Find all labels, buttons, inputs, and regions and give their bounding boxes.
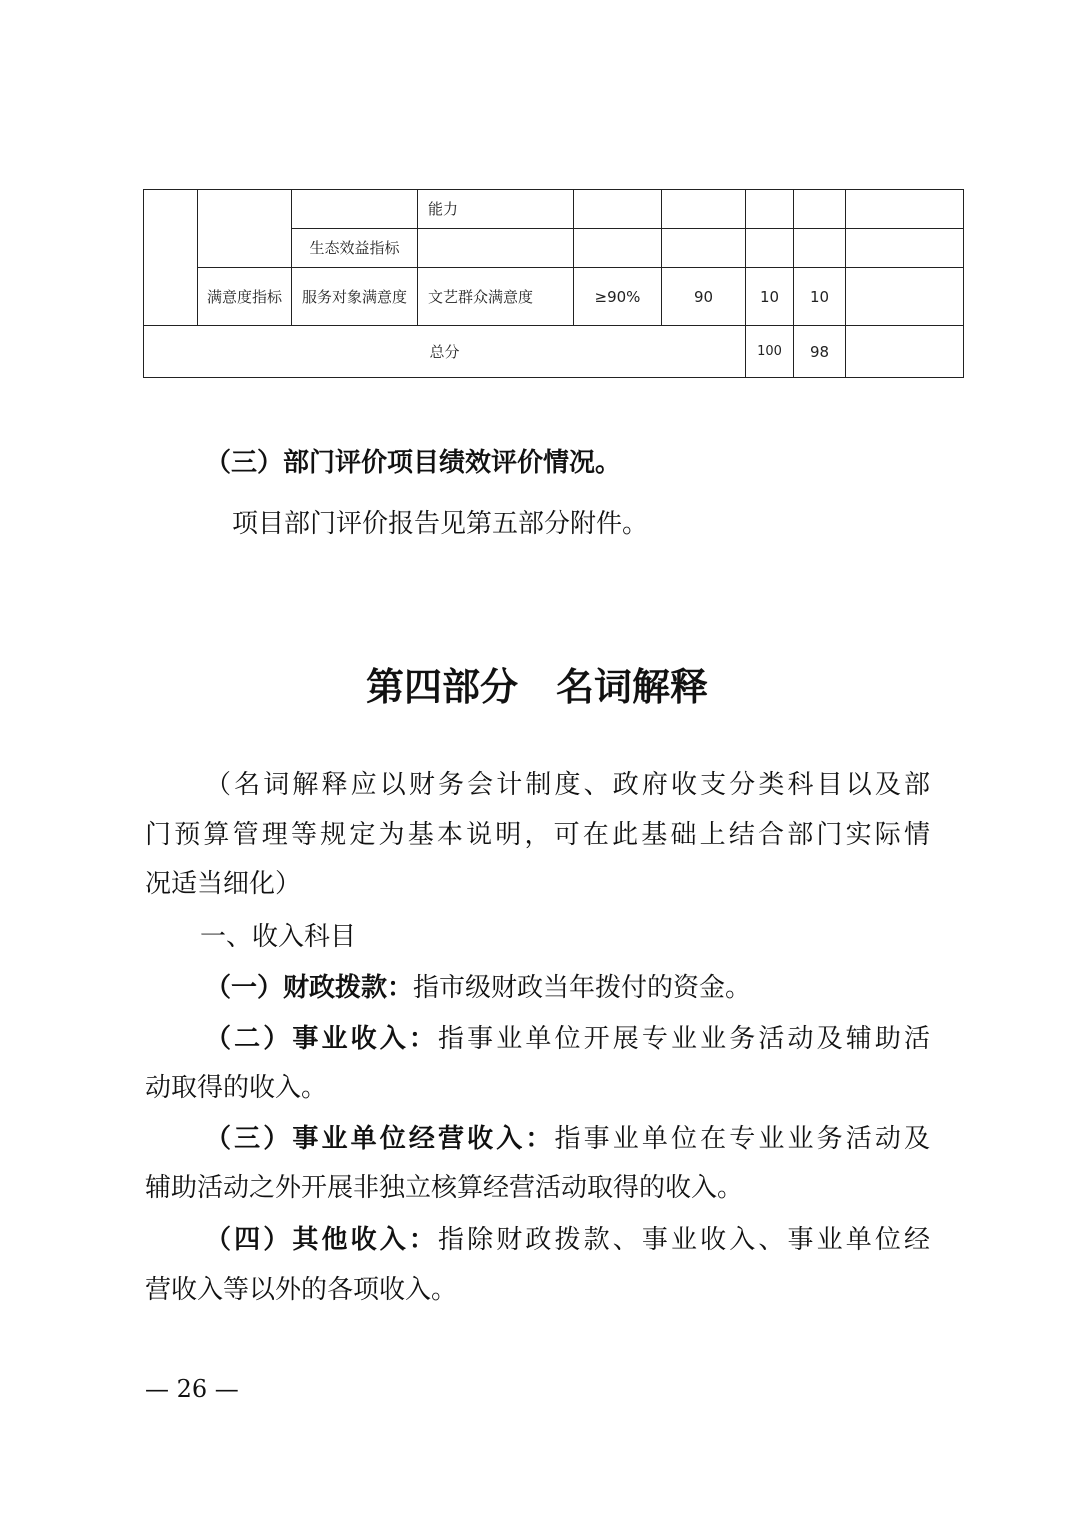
total-score: 98 bbox=[794, 326, 846, 378]
total-label: 总分 bbox=[144, 326, 746, 378]
term: （二）事业收入： bbox=[205, 1024, 438, 1054]
table-row bbox=[144, 268, 964, 326]
term: （三）事业单位经营收入： bbox=[205, 1124, 555, 1154]
note-line: （名词解释应以财务会计制度、政府收支分类科目以及部 bbox=[205, 770, 930, 800]
definition-text: 辅助活动之外开展非独立核算经营活动取得的收入。 bbox=[145, 1173, 744, 1203]
table-cell: 能力 bbox=[418, 190, 574, 229]
definition-item bbox=[205, 1220, 930, 1260]
subheading: 一、收入科目 bbox=[200, 922, 357, 952]
total-weight: 100 bbox=[746, 326, 794, 378]
definition-text: 动取得的收入。 bbox=[145, 1073, 328, 1103]
table-cell: 10 bbox=[794, 268, 846, 326]
part-title: 第四部分 名词解释 bbox=[365, 664, 708, 709]
table-cell: 服务对象满意度 bbox=[292, 268, 418, 326]
performance-table bbox=[143, 189, 964, 378]
table-total-row bbox=[144, 326, 964, 378]
definition-item bbox=[205, 1019, 930, 1059]
page-number: — 26 — bbox=[145, 1375, 239, 1403]
definition-text: 指事业单位开展专业业务活动及辅助活 bbox=[438, 1024, 930, 1054]
term: （四）其他收入： bbox=[205, 1225, 438, 1255]
note-line: 况适当细化） bbox=[145, 869, 302, 899]
definition-text: 指市级财政当年拨付的资金。 bbox=[413, 973, 752, 1003]
paragraph: 项目部门评价报告见第五部分附件。 bbox=[232, 509, 649, 539]
table-cell: 10 bbox=[746, 268, 794, 326]
definition-item bbox=[205, 1119, 930, 1159]
definition-text: 营收入等以外的各项收入。 bbox=[145, 1275, 458, 1305]
term: （一）财政拨款： bbox=[205, 973, 414, 1003]
definition-text: 指除财政拨款、事业收入、事业单位经 bbox=[438, 1225, 930, 1255]
table-cell: 90 bbox=[662, 268, 746, 326]
table-cell: ≥90% bbox=[574, 268, 662, 326]
note-line: 门预算管理等规定为基本说明，可在此基础上结合部门实际情 bbox=[145, 820, 930, 850]
table-cell: 文艺群众满意度 bbox=[418, 268, 574, 326]
definition-item bbox=[205, 968, 795, 1008]
table-cell: 满意度指标 bbox=[198, 268, 292, 326]
definition-text: 指事业单位在专业业务活动及 bbox=[554, 1124, 930, 1154]
table-row bbox=[144, 190, 964, 229]
table-cell: 生态效益指标 bbox=[292, 229, 418, 268]
section-heading: （三）部门评价项目绩效评价情况。 bbox=[205, 448, 622, 478]
